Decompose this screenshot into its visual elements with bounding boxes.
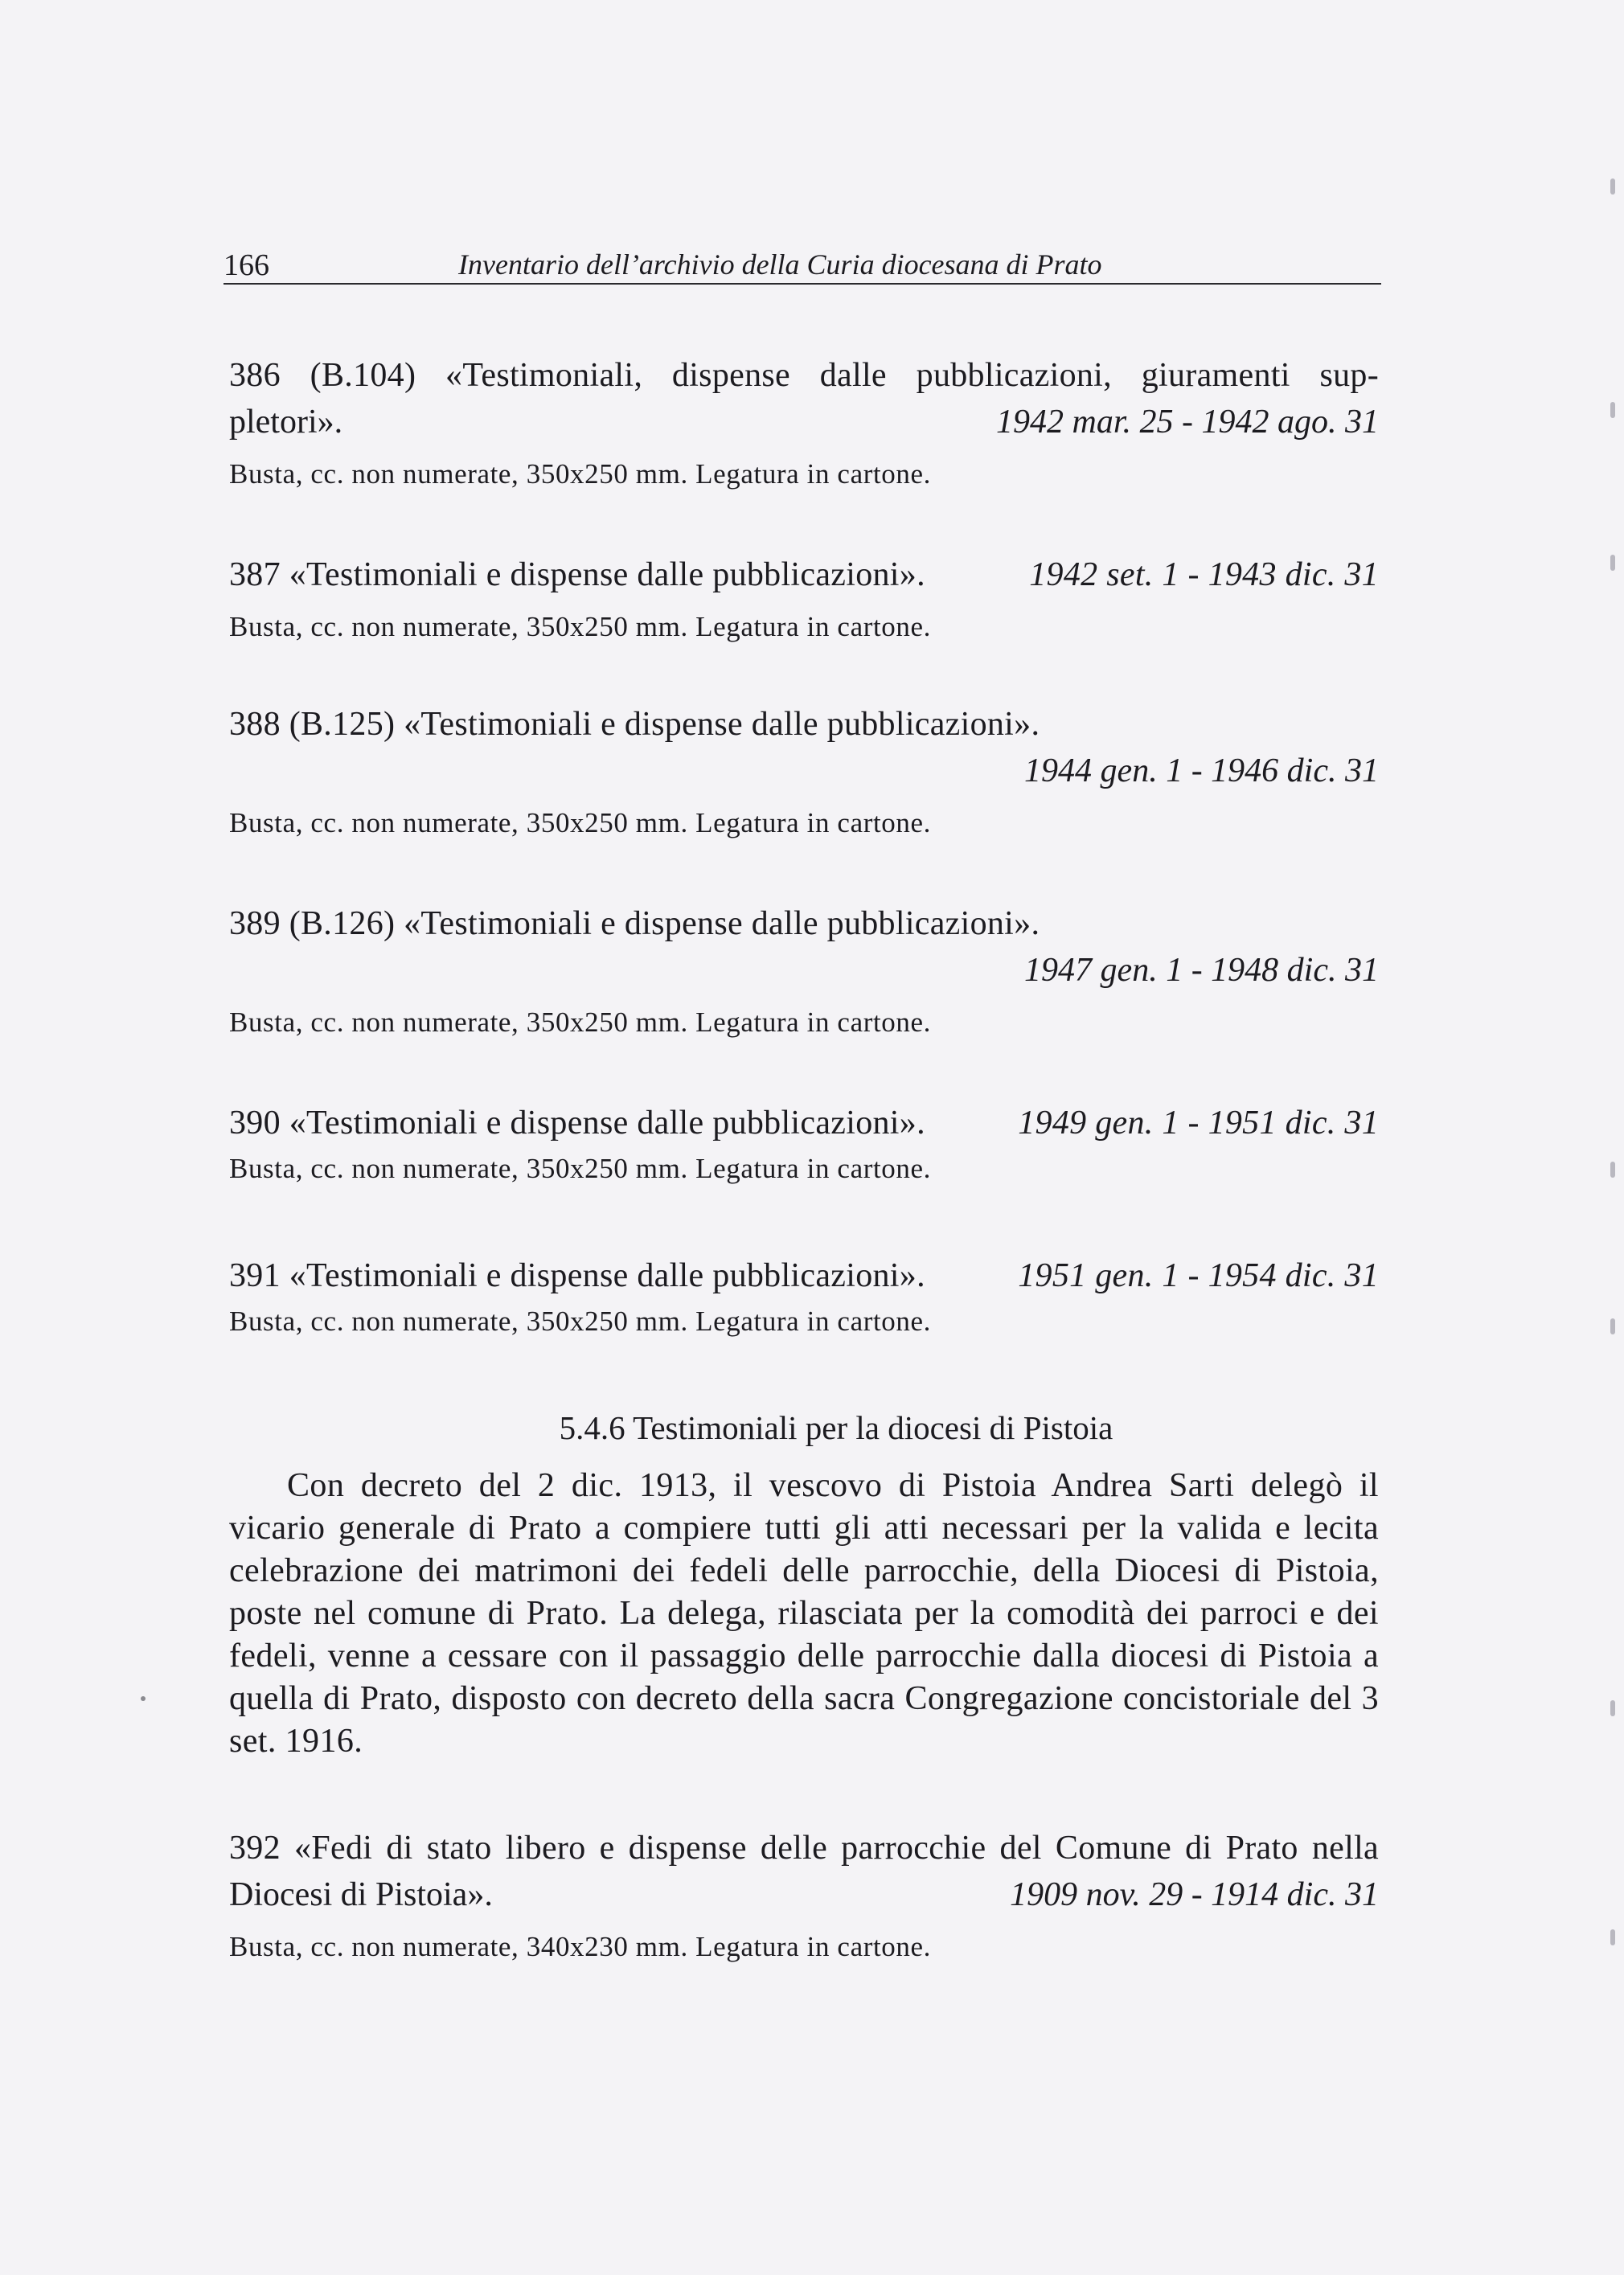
entry-title: 390 «Testimoniali e dispense dalle pubblicazioni». <box>229 1105 925 1142</box>
inventory-entry <box>229 1825 1379 1966</box>
scan-mark <box>1610 555 1615 571</box>
inventory-entry <box>229 1100 1379 1188</box>
entry-date: 1949 gen. 1 - 1951 dic. 31 <box>1018 1105 1379 1142</box>
entry-date: 1909 nov. 29 - 1914 dic. 31 <box>1010 1876 1379 1913</box>
entry-title-line: 392 «Fedi di stato libero e dispense delle parrocchie del Comune di Prato nella <box>229 1830 1379 1867</box>
scan-dot <box>141 1696 146 1701</box>
inventory-entry <box>229 900 1379 1042</box>
page-header <box>224 241 1381 285</box>
scan-mark <box>1610 1318 1615 1334</box>
entry-title-line <box>229 1252 1379 1299</box>
entry-description: Busta, cc. non numerate, 350x250 mm. Legatura in cartone. <box>229 1306 931 1337</box>
section-paragraph: Con decreto del 2 dic. 1913, il vescovo di Pistoia Andrea Sarti delegò il vicario generale di Prato a compiere tutti gli atti necessari per la valida e lecita celebrazione dei matrimoni dei fedeli delle parrocchie, della Diocesi di Pistoia, poste nel comune di Prato. La delega, rilasciata per la comodità dei parroci e dei fedeli, venne a cessare con il passaggio delle parrocchie dalla diocesi di Pistoia a quella di Prato, disposto con decreto della sacra Congregazione concistoriale del 3 set. 1916. <box>229 1467 1379 1760</box>
inventory-entry <box>229 352 1379 494</box>
inventory-entry <box>229 1252 1379 1341</box>
entry-description: Busta, cc. non numerate, 350x250 mm. Legatura in cartone. <box>229 1153 931 1184</box>
scan-mark <box>1610 402 1615 418</box>
entry-date: 1951 gen. 1 - 1954 dic. 31 <box>1018 1257 1379 1294</box>
entry-description: Busta, cc. non numerate, 350x250 mm. Legatura in cartone. <box>229 807 931 838</box>
running-title: Inventario dell’archivio della Curia diocesana di Prato <box>458 248 1102 281</box>
entry-title: 391 «Testimoniali e dispense dalle pubblicazioni». <box>229 1257 925 1294</box>
entry-date: 1942 mar. 25 - 1942 ago. 31 <box>995 404 1379 441</box>
entry-title-last-line <box>229 399 1379 445</box>
scan-mark <box>1610 1929 1615 1945</box>
entry-title-end: Diocesi di Pistoia». <box>229 1876 493 1913</box>
entry-date: 1942 set. 1 - 1943 dic. 31 <box>1029 556 1379 593</box>
scan-mark <box>1610 1162 1615 1178</box>
scan-mark <box>1610 178 1615 195</box>
entry-title-line <box>229 1100 1379 1146</box>
entry-date: 1944 gen. 1 - 1946 dic. 31 <box>1024 752 1379 789</box>
entry-description: Busta, cc. non numerate, 340x230 mm. Legatura in cartone. <box>229 1931 931 1962</box>
entry-description: Busta, cc. non numerate, 350x250 mm. Legatura in cartone. <box>229 611 931 642</box>
entry-title-last-line <box>229 1871 1379 1918</box>
entry-title: 389 (B.126) «Testimoniali e dispense dalle pubblicazioni». <box>229 905 1040 942</box>
entry-date: 1947 gen. 1 - 1948 dic. 31 <box>1024 952 1379 989</box>
inventory-entry <box>229 701 1379 842</box>
page-number: 166 <box>224 248 269 282</box>
scan-mark <box>1610 1700 1615 1716</box>
entry-description: Busta, cc. non numerate, 350x250 mm. Legatura in cartone. <box>229 458 931 490</box>
entry-title: 387 «Testimoniali e dispense dalle pubblicazioni». <box>229 556 925 593</box>
inventory-entry <box>229 551 1379 646</box>
section-heading: 5.4.6 Testimoniali per la diocesi di Pistoia <box>559 1409 1113 1446</box>
entry-title-line <box>229 551 1379 598</box>
entry-title-end: pletori». <box>229 404 343 441</box>
entry-description: Busta, cc. non numerate, 350x250 mm. Legatura in cartone. <box>229 1006 931 1038</box>
entry-title-line: 386 (B.104) «Testimoniali, dispense dalle pubblicazioni, giuramenti sup- <box>229 357 1379 394</box>
entry-title: 388 (B.125) «Testimoniali e dispense dalle pubblicazioni». <box>229 706 1040 743</box>
